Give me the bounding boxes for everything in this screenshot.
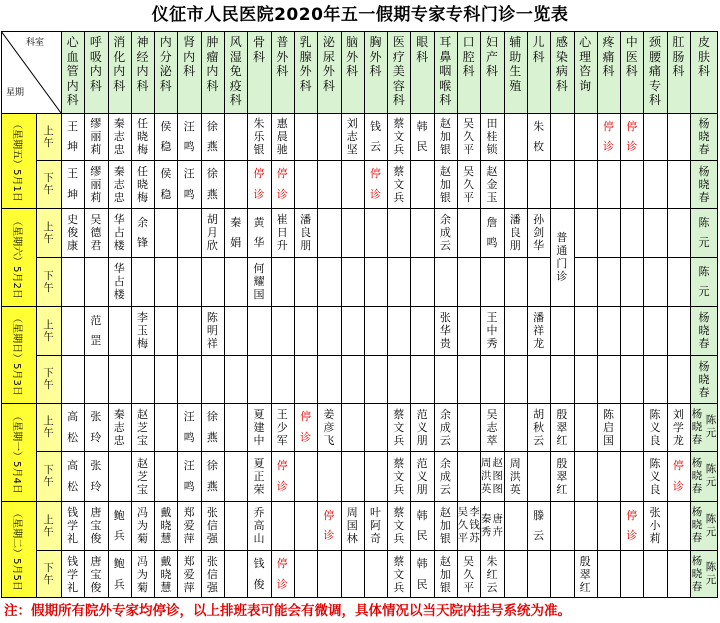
dept-header: 脑 外 科 (346, 35, 359, 78)
schedule-cell: 吴 久 平 李 钱 苏 (457, 506, 480, 544)
schedule-cell: 徐 燕 (206, 410, 218, 444)
schedule-cell: 秦 志 忠 (113, 164, 125, 204)
schedule-cell: 秦 娟 (230, 215, 242, 250)
grid-line (317, 31, 318, 598)
schedule-cell: 华 占 楼 (113, 213, 125, 252)
schedule-cell: 夏 正 荣 (253, 456, 265, 496)
time-slot-label: 上 午 (43, 220, 54, 245)
dept-header: 肿 瘤 内 科 (206, 35, 219, 93)
stop-clinic-cell: 停 诊 (276, 459, 288, 493)
dept-header: 妇 产 科 (485, 35, 498, 78)
schedule-cell: 黄 华 (253, 215, 265, 250)
schedule-cell: 胡 秋 云 (533, 407, 545, 447)
stop-clinic-cell: 停 诊 (300, 410, 312, 444)
schedule-cell: 韩 民 (416, 508, 428, 543)
schedule-cell: 蔡 文 兵 (393, 164, 405, 204)
schedule-cell: 朱 乐 银 (253, 117, 265, 156)
grid-line (643, 31, 644, 598)
dept-header: 眼 科 (416, 35, 429, 64)
schedule-cell: 杨 晓 春 (698, 359, 710, 399)
grid-line (36, 451, 718, 452)
grid-line (717, 31, 718, 598)
dept-header: 辅 助 生 殖 (509, 35, 522, 93)
schedule-cell: 张 信 强 (206, 554, 218, 594)
grid-line (294, 31, 295, 598)
schedule-cell: 任 晓 梅 (137, 164, 149, 204)
schedule-cell: 吴 德 君 (90, 213, 102, 252)
schedule-cell: 范 罡 (90, 313, 102, 348)
schedule-cell: 华 占 楼 (113, 262, 125, 301)
schedule-cell: 高 松 (67, 410, 79, 444)
schedule-cell: 殷 翠 红 (556, 456, 568, 496)
schedule-cell: 秦 秀 唐 卉 (480, 512, 504, 538)
dept-header: 口 腔 科 (462, 35, 475, 78)
schedule-cell: 滕 云 (533, 508, 545, 543)
day-date-label: （星期日）5月3日 (11, 313, 23, 396)
stop-clinic-cell: 停 诊 (323, 508, 335, 543)
dept-header: 内 分 泌 科 (159, 35, 172, 93)
schedule-cell: 王 少 军 (276, 407, 288, 447)
schedule-cell: 汪 鸣 (183, 120, 195, 153)
schedule-cell: 胡 月 欣 (206, 213, 218, 252)
schedule-cell: 缪 丽 莉 (90, 117, 102, 156)
grid-line (36, 550, 718, 551)
schedule-cell: 侯 稳 (160, 120, 172, 153)
schedule-cell: 崔 日 升 (276, 213, 288, 252)
schedule-cell: 李 玉 梅 (137, 311, 149, 350)
schedule-cell: 陈 元 (698, 264, 710, 299)
time-slot-label: 下 午 (43, 367, 54, 391)
schedule-cell: 任 晓 梅 (137, 117, 149, 156)
schedule-cell: 蔡 文 兵 (393, 456, 405, 496)
footer-note: 注：假期所有院外专家均停诊，以上排班表可能会有微调，具体情况以当天院内挂号系统为准。 (4, 603, 571, 619)
time-slot-label: 下 午 (43, 172, 54, 196)
time-slot-label: 上 午 (43, 415, 54, 439)
stop-clinic-cell: 停 诊 (276, 557, 288, 591)
schedule-cell: 朱 红 云 (486, 554, 498, 594)
schedule-cell: 范 义 朋 (416, 407, 428, 447)
schedule-cell: 潘 良 朋 (300, 213, 312, 252)
schedule-cell: 唐 宝 俊 (90, 554, 102, 594)
schedule-cell: 杨 晓 春 (698, 117, 710, 156)
dept-header: 神 经 内 科 (136, 35, 149, 93)
schedule-cell: 陈 启 国 (602, 407, 614, 447)
schedule-cell: 王 中 秀 (486, 311, 498, 350)
schedule-cell: 赵 芝 宝 (137, 456, 149, 496)
grid-line (84, 31, 85, 598)
dept-header: 骨 科 (252, 35, 265, 64)
grid-line (410, 31, 411, 598)
schedule-cell: 赵 加 银 (439, 554, 451, 594)
schedule-cell: 陈 元 (698, 215, 710, 250)
stop-clinic-cell: 停 诊 (626, 120, 638, 153)
time-slot-label: 下 午 (43, 269, 54, 294)
grid-line (108, 31, 109, 598)
schedule-cell: 周 洪 英 (509, 456, 521, 496)
dept-header: 医 疗 美 容 科 (392, 35, 405, 107)
schedule-cell: 杨 晓 春 陈 元 (691, 506, 717, 544)
time-slot-label: 上 午 (43, 318, 54, 343)
schedule-cell: 杨 晓 春 陈 元 (691, 554, 717, 593)
schedule-cell: 鲍 兵 (113, 508, 125, 543)
schedule-cell: 蔡 文 兵 (393, 506, 405, 545)
schedule-cell: 钱 学 礼 (67, 554, 79, 594)
schedule-cell: 张 玲 (90, 410, 102, 444)
grid-line (574, 257, 718, 258)
grid-line (667, 31, 668, 598)
day-date-label: （星期二）5月5日 (11, 508, 23, 591)
grid-line (36, 113, 37, 598)
schedule-cell: 范 义 朋 (416, 456, 428, 496)
stop-clinic-cell: 停 诊 (672, 459, 684, 493)
grid-line (364, 31, 365, 598)
schedule-table (1, 31, 718, 598)
dept-header: 胸 外 科 (369, 35, 382, 78)
schedule-cell: 郑 爱 萍 (183, 506, 195, 545)
schedule-cell: 朱 枚 (533, 120, 545, 153)
schedule-cell: 孙 剑 华 (533, 213, 545, 252)
schedule-cell: 徐 燕 (206, 459, 218, 493)
grid-line (597, 31, 598, 598)
dept-header: 风 湿 免 疫 科 (229, 35, 242, 107)
schedule-cell: 田 桂 锁 (486, 117, 498, 156)
schedule-cell: 唐 宝 俊 (90, 506, 102, 545)
schedule-cell: 杨 晓 春 陈 元 (691, 456, 717, 495)
stop-clinic-cell: 停 诊 (253, 167, 265, 201)
schedule-cell: 赵 芝 宝 (137, 407, 149, 447)
schedule-cell: 殷 翠 红 (579, 554, 591, 594)
day-date-label: （星期五）5月1日 (11, 119, 23, 202)
schedule-cell: 赵 加 银 (439, 506, 451, 545)
time-slot-label: 下 午 (43, 464, 54, 488)
grid-line (341, 31, 342, 598)
grid-line (177, 31, 178, 598)
grid-line (36, 160, 718, 161)
page-title: 仪征市人民医院2020年五一假期专家专科门诊一览表 (151, 5, 569, 25)
schedule-cell: 杨 晓 春 (698, 164, 710, 204)
grid-line (620, 31, 621, 598)
schedule-cell: 秦 志 忠 (113, 117, 125, 156)
schedule-cell: 姜 彦 飞 (323, 407, 335, 447)
dept-header: 消 化 内 科 (113, 35, 126, 93)
schedule-cell: 钱 俊 (253, 557, 265, 591)
schedule-cell: 王 坤 (67, 120, 79, 153)
schedule-cell: 钱 学 礼 (67, 506, 79, 545)
grid-line (1, 31, 2, 598)
schedule-cell: 汪 鸣 (183, 167, 195, 201)
schedule-cell: 周 洪 英 赵 图 图 (480, 456, 504, 495)
schedule-cell: 戴 晓 慧 (160, 554, 172, 594)
time-slot-label: 上 午 (43, 513, 54, 538)
dept-header: 中 医 科 (625, 35, 638, 78)
grid-line (387, 31, 388, 598)
grid-line (480, 31, 481, 598)
grid-line (550, 31, 551, 598)
schedule-cell: 陈 明 祥 (206, 311, 218, 350)
schedule-cell: 王 坤 (67, 167, 79, 201)
dept-header: 皮 肤 科 (697, 35, 710, 78)
schedule-cell: 蔡 文 兵 (393, 554, 405, 594)
schedule-cell: 詹 鸣 (486, 215, 498, 250)
schedule-cell: 杨 晓 春 (698, 311, 710, 350)
grid-line (574, 31, 575, 598)
schedule-cell: 张 玲 (90, 459, 102, 493)
schedule-cell: 戴 晓 慧 (160, 506, 172, 545)
stop-clinic-cell: 停 诊 (276, 167, 288, 201)
schedule-cell: 余 成 云 (439, 213, 451, 252)
schedule-cell: 刘 志 坚 (346, 117, 358, 156)
day-date-label: （星期一）5月4日 (11, 410, 23, 494)
schedule-cell: 吴 久 平 (463, 554, 475, 594)
dept-header: 耳 鼻 咽 喉 科 (439, 35, 452, 107)
schedule-cell: 惠 晨 驰 (276, 117, 288, 156)
grid-line (36, 355, 718, 356)
schedule-cell: 吴 久 平 (463, 117, 475, 156)
corner-date-label: 星期 (6, 88, 25, 98)
general-clinic-cell: 普 通 门 诊 (556, 231, 568, 283)
schedule-cell: 张 信 强 (206, 506, 218, 545)
grid-line (457, 31, 458, 598)
day-date-label: （星期六）5月2日 (11, 215, 23, 299)
grid-line (154, 31, 155, 598)
dept-header: 心 血 管 内 科 (66, 35, 79, 107)
time-slot-label: 下 午 (43, 562, 54, 586)
schedule-cell: 冯 为 菊 (137, 554, 149, 594)
dept-header: 肛 肠 科 (672, 35, 685, 78)
schedule-cell: 陈 义 良 (649, 407, 661, 447)
schedule-cell: 汪 鸣 (183, 459, 195, 493)
corner-dept-label: 科室 (26, 38, 45, 48)
dept-header: 心 理 咨 询 (579, 35, 592, 93)
grid-line (131, 31, 132, 598)
schedule-cell: 何 耀 国 (253, 262, 265, 301)
schedule-cell: 汪 鸣 (183, 410, 195, 444)
schedule-cell: 潘 良 朋 (509, 213, 521, 252)
schedule-cell: 郑 爱 萍 (183, 554, 195, 594)
schedule-cell: 周 国 林 (346, 506, 358, 545)
time-slot-label: 上 午 (43, 124, 54, 149)
schedule-cell: 夏 建 中 (253, 407, 265, 447)
grid-line (527, 31, 528, 598)
stop-clinic-cell: 停 诊 (602, 120, 614, 153)
schedule-cell: 乔 高 山 (253, 506, 265, 545)
grid-line (690, 31, 691, 598)
schedule-cell: 徐 燕 (206, 167, 218, 201)
schedule-cell: 潘 祥 龙 (533, 311, 545, 350)
dept-header: 疼 痛 科 (602, 35, 615, 78)
schedule-cell: 韩 民 (416, 557, 428, 591)
schedule-cell: 吴 志 萃 (486, 407, 498, 447)
dept-header: 感 染 病 科 (555, 35, 568, 93)
dept-header: 普 外 科 (276, 35, 289, 78)
schedule-cell: 张 小 莉 (649, 506, 661, 545)
schedule-cell: 叶 阿 奇 (369, 506, 381, 545)
grid-line (434, 31, 435, 598)
schedule-cell: 陈 义 良 (649, 456, 661, 496)
grid-line (201, 31, 202, 598)
dept-header: 儿 科 (532, 35, 545, 64)
dept-header: 泌 尿 外 科 (322, 35, 335, 93)
schedule-cell: 余 成 云 (439, 456, 451, 496)
grid-line (247, 31, 248, 598)
schedule-cell: 冯 为 菊 (137, 506, 149, 545)
schedule-cell: 杨 晓 春 陈 元 (691, 407, 717, 446)
dept-header: 乳 腺 外 科 (299, 35, 312, 93)
schedule-cell: 韩 民 (416, 120, 428, 153)
schedule-cell: 秦 志 忠 (113, 407, 125, 447)
schedule-cell: 侯 稳 (160, 167, 172, 201)
dept-header: 颈 腰 痛 专 科 (649, 35, 662, 107)
grid-line (61, 31, 62, 598)
grid-line (504, 31, 505, 598)
stop-clinic-cell: 停 诊 (369, 167, 381, 201)
schedule-cell: 张 华 贵 (439, 311, 451, 350)
schedule-cell: 蔡 文 兵 (393, 117, 405, 156)
stop-clinic-cell: 停 诊 (626, 508, 638, 543)
schedule-cell: 徐 燕 (206, 120, 218, 153)
schedule-cell: 蔡 文 兵 (393, 407, 405, 447)
dept-header: 肾 内 科 (183, 35, 196, 78)
schedule-cell: 刘 学 龙 (672, 407, 684, 447)
schedule-cell: 余 锋 (137, 215, 149, 250)
schedule-cell: 余 成 云 (439, 407, 451, 447)
schedule-cell: 钱 云 (369, 120, 381, 153)
schedule-cell: 史 俊 康 (67, 213, 79, 252)
grid-line (271, 31, 272, 598)
schedule-cell: 鲍 兵 (113, 557, 125, 591)
schedule-cell: 赵 加 银 (439, 164, 451, 204)
dept-header: 呼 吸 内 科 (89, 35, 102, 93)
schedule-cell: 高 松 (67, 459, 79, 493)
schedule-cell: 殷 翠 红 (556, 407, 568, 447)
schedule-cell: 吴 久 平 (463, 164, 475, 204)
schedule-cell: 赵 加 银 (439, 117, 451, 156)
schedule-cell: 缪 丽 莉 (90, 164, 102, 204)
schedule-cell: 赵 金 玉 (486, 164, 498, 204)
grid-line (224, 31, 225, 598)
